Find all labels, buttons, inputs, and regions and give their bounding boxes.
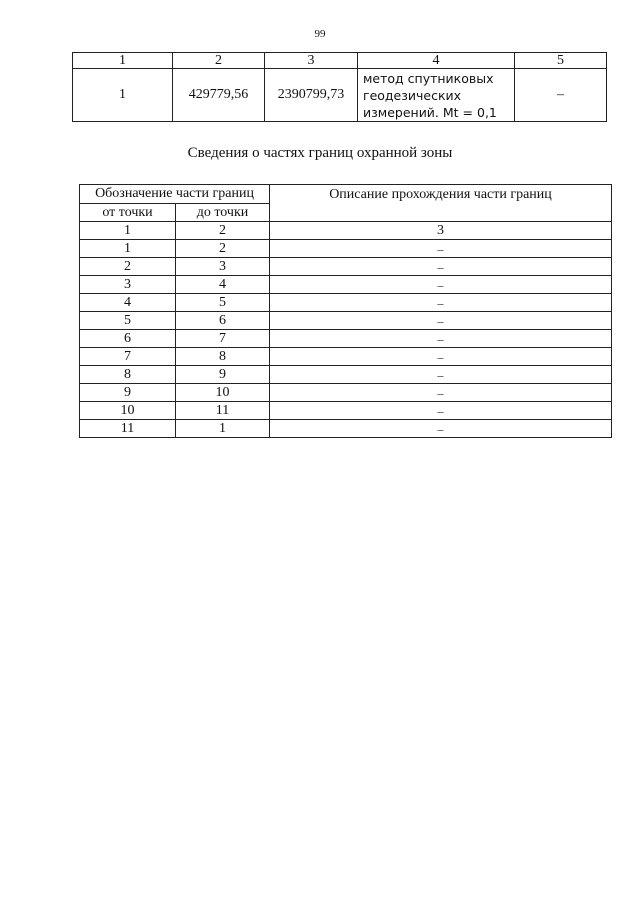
table-row [80,312,612,330]
table-row [80,366,612,384]
from-point-header: от точки [80,204,176,222]
column-number-3: 3 [270,222,612,240]
from-point-cell: 3 [80,276,176,294]
table-row [80,402,612,420]
to-point-cell: 5 [176,294,270,312]
table-row [80,258,612,276]
to-point-cell: 2 [176,240,270,258]
table-row [73,69,607,122]
boundary-parts-table [79,184,612,438]
boundary-designation-header: Обозначение части границ [80,185,270,204]
to-point-cell: 10 [176,384,270,402]
section-title: Сведения о частях границ охранной зоны [187,145,453,161]
column-number-2: 2 [176,222,270,240]
to-point-cell: 6 [176,312,270,330]
from-point-cell: 2 [80,258,176,276]
page-number: 99 [314,28,326,40]
description-header: Описание прохождения части границ [270,185,612,222]
description-cell: – [270,420,612,438]
column-number-1: 1 [73,53,173,69]
description-cell: – [270,276,612,294]
column-number-4: 4 [358,53,515,69]
method-line: геодезических [363,87,462,103]
description-cell: – [270,330,612,348]
from-point-cell: 10 [80,402,176,420]
to-point-cell: 4 [176,276,270,294]
description-cell: – [270,384,612,402]
to-point-cell: 3 [176,258,270,276]
table-row [80,384,612,402]
coordinates-header-row [73,53,607,69]
to-point-cell: 7 [176,330,270,348]
description-cell: – [270,258,612,276]
description-cell: – [270,312,612,330]
group-header-row [80,185,612,204]
x-coordinate-cell: 429779,56 [173,69,265,122]
from-point-cell: 1 [80,240,176,258]
coordinates-table [72,52,607,122]
to-point-cell: 9 [176,366,270,384]
description-cell: – [270,366,612,384]
from-point-cell: 4 [80,294,176,312]
column-number-3: 3 [265,53,358,69]
method-cell [358,69,515,122]
column-number-5: 5 [515,53,607,69]
description-cell: – [270,240,612,258]
table-row [80,276,612,294]
method-line: измерений. Mt = 0,1 [363,104,497,120]
table-row [80,294,612,312]
table-row [80,420,612,438]
column-number-1: 1 [80,222,176,240]
to-point-cell: 1 [176,420,270,438]
to-point-cell: 11 [176,402,270,420]
from-point-cell: 9 [80,384,176,402]
column-numbers-row [80,222,612,240]
table-row [80,348,612,366]
point-number-cell: 1 [73,69,173,122]
from-point-cell: 7 [80,348,176,366]
from-point-cell: 5 [80,312,176,330]
from-point-cell: 11 [80,420,176,438]
description-cell: – [270,348,612,366]
column-5-cell: – [515,69,607,122]
description-cell: – [270,294,612,312]
description-cell: – [270,402,612,420]
method-line: метод спутниковых [363,70,494,86]
table-row [80,330,612,348]
y-coordinate-cell: 2390799,73 [265,69,358,122]
from-point-cell: 6 [80,330,176,348]
to-point-header: до точки [176,204,270,222]
column-number-2: 2 [173,53,265,69]
table-row [80,240,612,258]
from-point-cell: 8 [80,366,176,384]
to-point-cell: 8 [176,348,270,366]
